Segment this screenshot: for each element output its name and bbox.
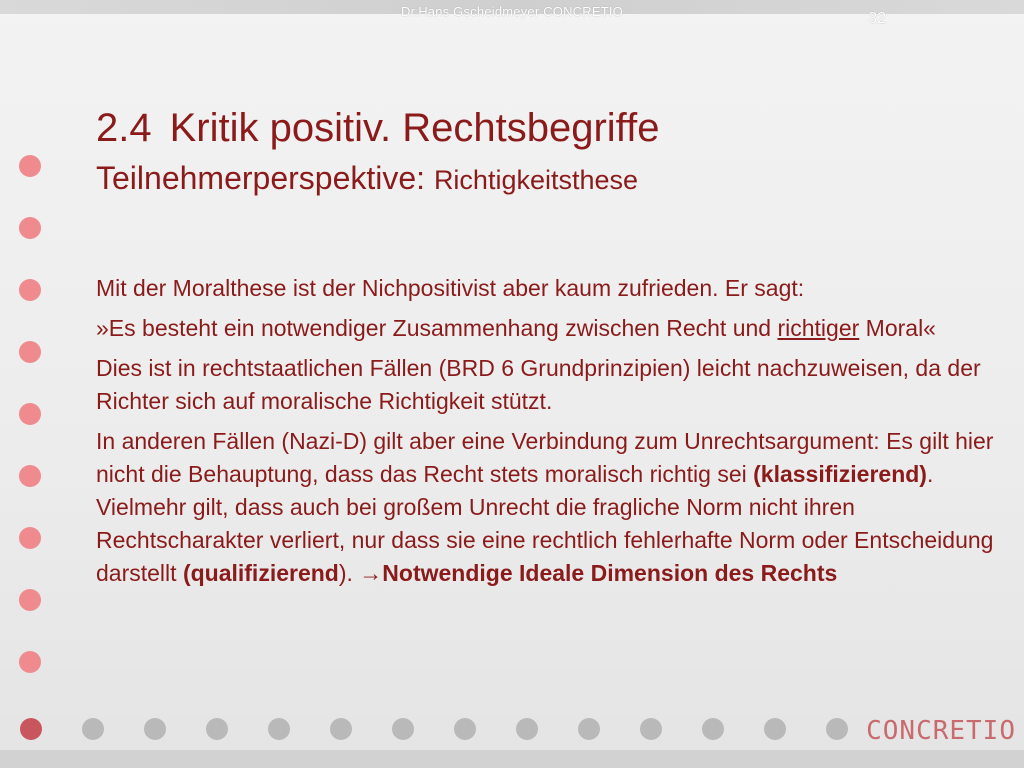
bold-qualifizierend: (qualifizierend xyxy=(182,560,339,586)
bold-conclusion: Notwendige Ideale Dimension des Rechts xyxy=(382,560,838,586)
quote-text-b: Moral« xyxy=(859,315,936,341)
decorative-dot xyxy=(19,589,41,611)
p4-text-a: In anderen Fällen (Nazi-D) gilt aber eine Verbindung zum Unrechtsargument: Es gilt hier nicht die Behauptung, dass das Recht stets moralisch richtig sei xyxy=(96,428,994,487)
paragraph-nazi xyxy=(96,425,996,590)
paragraph-rechtstaat: Dies ist in rechtstaatlichen Fällen (BRD 6 Grundprinzipien) leicht nachzuweisen, da der Richter sich auf moralische Richtigkeit stützt. xyxy=(96,355,981,414)
decorative-dot xyxy=(454,718,476,740)
paragraph-moralthese: Mit der Moralthese ist der Nichpositivist aber kaum zufrieden. Er sagt: xyxy=(96,275,805,301)
decorative-dot xyxy=(19,217,41,239)
decorative-dot xyxy=(392,718,414,740)
decorative-dot xyxy=(19,341,41,363)
decorative-dot xyxy=(702,718,724,740)
decorative-dot xyxy=(19,651,41,673)
slide-subtitle xyxy=(96,158,976,200)
title-text: Kritik positiv. Rechtsbegriffe xyxy=(169,106,660,150)
decorative-dot xyxy=(19,465,41,487)
decorative-dot xyxy=(578,718,600,740)
left-decorative-dots xyxy=(19,155,43,713)
slide-body xyxy=(96,272,996,597)
concretio-logo: CONCRETIO xyxy=(866,716,1016,746)
decorative-dot xyxy=(764,718,786,740)
decorative-dot xyxy=(268,718,290,740)
decorative-dot xyxy=(82,718,104,740)
decorative-dot xyxy=(19,155,41,177)
decorative-dot xyxy=(19,527,41,549)
header-author: Dr.Hans Gscheidmeyer CONCRETIO xyxy=(401,4,623,19)
decorative-dot xyxy=(144,718,166,740)
arrow-right-icon: → xyxy=(359,560,383,586)
decorative-dot xyxy=(640,718,662,740)
decorative-dot xyxy=(19,403,41,425)
footer-band xyxy=(0,750,1024,768)
p4-text-b: . Vielmehr gilt, dass auch bei großem Unrecht die fragliche Norm nicht ihren Rechtscharakter verliert, nur dass sie eine rechtlich fehlerhafte Norm oder Entscheidung darstellt xyxy=(96,461,994,586)
paragraph-quote xyxy=(96,312,996,345)
decorative-dot xyxy=(20,718,42,740)
subtitle-main: Teilnehmerperspektive: xyxy=(96,160,434,196)
underlined-word: richtiger xyxy=(777,315,860,341)
page-number: 32 xyxy=(868,10,886,27)
subtitle-small: Richtigkeitsthese xyxy=(433,165,639,195)
decorative-dot xyxy=(516,718,538,740)
decorative-dot xyxy=(206,718,228,740)
decorative-dot xyxy=(826,718,848,740)
decorative-dot xyxy=(19,279,41,301)
decorative-dot xyxy=(330,718,352,740)
section-number: 2.4 xyxy=(96,106,152,150)
slide-title xyxy=(96,104,976,152)
bold-klassifizierend: (klassifizierend) xyxy=(753,461,927,487)
p4-text-c: ). xyxy=(338,560,360,586)
quote-text-a: »Es besteht ein notwendiger Zusammenhang zwischen Recht und xyxy=(96,315,778,341)
